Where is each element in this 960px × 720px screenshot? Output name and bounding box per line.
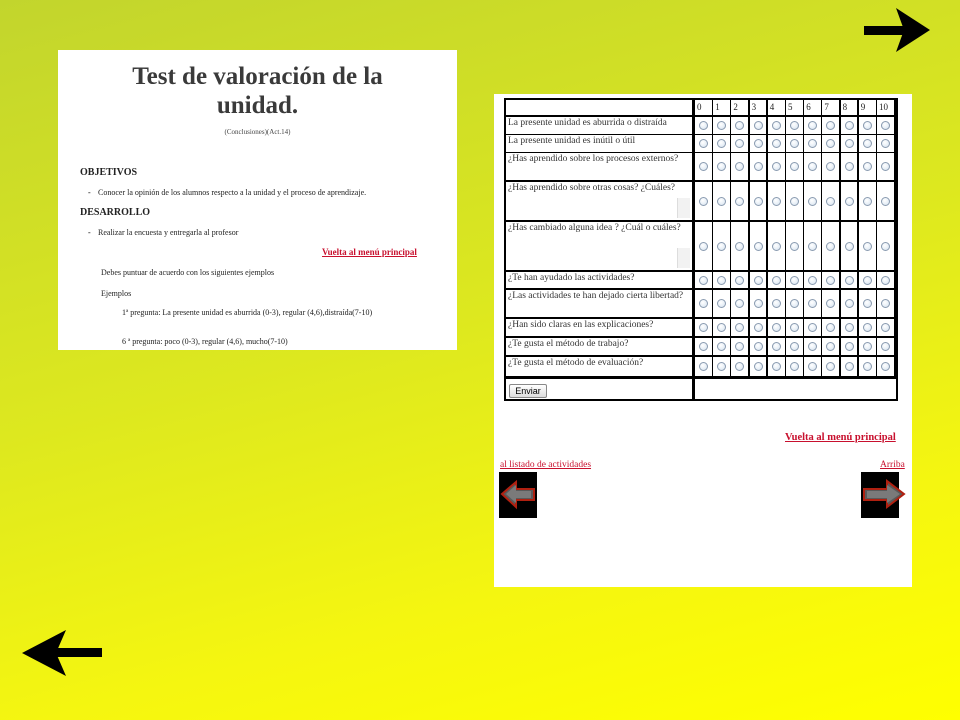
rating-radio[interactable] — [772, 299, 781, 308]
header-question-cell — [506, 100, 692, 115]
scale-cell — [804, 222, 821, 270]
scale-cell — [841, 135, 858, 152]
rating-radio[interactable] — [845, 342, 854, 351]
rating-radio[interactable] — [754, 242, 763, 251]
scale-cell — [859, 290, 876, 317]
scale-cell — [695, 319, 712, 336]
scale-cell — [695, 272, 712, 288]
scale-cell — [768, 338, 785, 355]
rating-radio[interactable] — [881, 323, 890, 332]
scale-cell — [822, 290, 839, 317]
rating-radio[interactable] — [863, 342, 872, 351]
scale-cell — [768, 357, 785, 376]
bullet-dash-icon: - — [88, 188, 91, 197]
scale-cell — [750, 272, 767, 288]
rating-radio[interactable] — [863, 139, 872, 148]
scale-cell — [786, 182, 803, 220]
rating-radio[interactable] — [845, 162, 854, 171]
scale-cell — [750, 135, 767, 152]
rating-radio[interactable] — [845, 121, 854, 130]
scale-cell — [731, 222, 748, 270]
scale-cell — [822, 319, 839, 336]
rating-radio[interactable] — [754, 323, 763, 332]
rating-radio[interactable] — [735, 299, 744, 308]
rating-radio[interactable] — [735, 162, 744, 171]
rating-radio[interactable] — [826, 242, 835, 251]
scale-cell — [786, 222, 803, 270]
scale-cell — [859, 117, 876, 134]
scale-cell — [822, 272, 839, 288]
objective-item — [88, 188, 366, 197]
scale-cell — [750, 357, 767, 376]
rating-radio[interactable] — [735, 121, 744, 130]
rating-radio[interactable] — [735, 197, 744, 206]
scale-header-cell: 9 — [859, 100, 876, 115]
scale-cell — [713, 272, 730, 288]
rating-radio[interactable] — [808, 323, 817, 332]
activities-list-link[interactable]: al listado de actividades — [500, 460, 592, 470]
rating-radio[interactable] — [699, 342, 708, 351]
question-cell: ¿Te han ayudado las actividades? — [506, 272, 692, 288]
scale-cell — [695, 135, 712, 152]
rating-radio[interactable] — [863, 197, 872, 206]
scale-cell — [859, 135, 876, 152]
rating-radio[interactable] — [772, 242, 781, 251]
rating-radio[interactable] — [881, 162, 890, 171]
scale-cell — [859, 182, 876, 220]
rating-radio[interactable] — [772, 162, 781, 171]
scale-cell — [713, 135, 730, 152]
rating-radio[interactable] — [717, 121, 726, 130]
scale-cell — [695, 153, 712, 180]
rating-radio[interactable] — [826, 197, 835, 206]
instructions-text: Debes puntuar de acuerdo con los siguientes ejemplos — [101, 268, 275, 277]
submit-button[interactable]: Enviar — [509, 384, 547, 398]
scale-cell — [804, 117, 821, 134]
rating-radio[interactable] — [863, 162, 872, 171]
rating-radio[interactable] — [881, 121, 890, 130]
example-1-text: 1ª pregunta: La presente unidad es aburrida (0-3), regular (4,6),distraída(7-10) — [122, 308, 373, 317]
scale-cell — [768, 272, 785, 288]
scale-cell — [822, 117, 839, 134]
rating-radio[interactable] — [772, 197, 781, 206]
rating-radio[interactable] — [808, 362, 817, 371]
rating-radio[interactable] — [808, 242, 817, 251]
answer-textarea-scrollbar[interactable] — [677, 248, 690, 268]
scale-header-cell: 3 — [750, 100, 767, 115]
scale-cell — [859, 357, 876, 376]
rating-radio[interactable] — [845, 242, 854, 251]
rating-radio[interactable] — [754, 342, 763, 351]
rating-radio[interactable] — [826, 342, 835, 351]
scale-header-cell: 2 — [731, 100, 748, 115]
bullet-dash-icon: - — [88, 228, 91, 237]
scale-cell — [877, 117, 894, 134]
rating-radio[interactable] — [790, 323, 799, 332]
rating-radio[interactable] — [808, 121, 817, 130]
scale-cell — [822, 222, 839, 270]
rating-radio[interactable] — [717, 197, 726, 206]
scale-cell — [731, 357, 748, 376]
rating-radio[interactable] — [772, 121, 781, 130]
main-menu-link[interactable]: Vuelta al menú principal — [322, 247, 417, 257]
rating-radio[interactable] — [845, 362, 854, 371]
scale-cell — [841, 290, 858, 317]
scale-cell — [713, 222, 730, 270]
survey-form-panel — [494, 94, 912, 587]
document-title — [58, 62, 457, 120]
scale-cell — [750, 182, 767, 220]
rating-radio[interactable] — [699, 121, 708, 130]
scale-cell — [731, 290, 748, 317]
scale-cell — [713, 182, 730, 220]
scale-header-cell: 6 — [804, 100, 821, 115]
document-title-line-1: Test de valoración de la — [132, 63, 383, 90]
scale-cell — [841, 272, 858, 288]
rating-radio[interactable] — [863, 299, 872, 308]
scale-header-cell: 7 — [822, 100, 839, 115]
rating-radio[interactable] — [826, 299, 835, 308]
scale-cell — [822, 338, 839, 355]
scale-cell — [877, 357, 894, 376]
rating-radio[interactable] — [790, 299, 799, 308]
rating-radio[interactable] — [772, 276, 781, 285]
rating-radio[interactable] — [772, 342, 781, 351]
scale-cell — [786, 319, 803, 336]
scale-header-cell: 8 — [841, 100, 858, 115]
rating-radio[interactable] — [754, 362, 763, 371]
scale-cell — [768, 319, 785, 336]
document-subtitle: (Conclusiones)(Act.14) — [224, 128, 291, 136]
rating-radio[interactable] — [735, 342, 744, 351]
question-cell: ¿Han sido claras en las explicaciones? — [506, 319, 692, 336]
scale-cell — [859, 153, 876, 180]
rating-radio[interactable] — [754, 299, 763, 308]
scale-cell — [822, 153, 839, 180]
rating-radio[interactable] — [881, 197, 890, 206]
scale-cell — [877, 153, 894, 180]
rating-radio[interactable] — [881, 242, 890, 251]
scale-cell — [731, 117, 748, 134]
scale-cell — [750, 153, 767, 180]
scale-cell — [750, 117, 767, 134]
rating-radio[interactable] — [772, 323, 781, 332]
scale-cell — [731, 338, 748, 355]
rating-radio[interactable] — [863, 276, 872, 285]
next-slide-arrow-icon[interactable] — [862, 6, 932, 54]
rating-radio[interactable] — [772, 362, 781, 371]
rating-radio[interactable] — [735, 242, 744, 251]
scale-cell — [713, 117, 730, 134]
scale-cell — [768, 222, 785, 270]
rating-radio[interactable] — [717, 323, 726, 332]
survey-table — [504, 98, 898, 401]
rating-radio[interactable] — [735, 362, 744, 371]
scale-cell — [841, 357, 858, 376]
rating-radio[interactable] — [717, 342, 726, 351]
scale-cell — [750, 319, 767, 336]
rating-radio[interactable] — [808, 197, 817, 206]
scale-cell — [786, 117, 803, 134]
scale-cell — [822, 135, 839, 152]
scale-cell — [877, 222, 894, 270]
survey-grid — [504, 98, 898, 401]
development-text: Realizar la encuesta y entregarla al profesor — [98, 228, 239, 237]
rating-radio[interactable] — [699, 242, 708, 251]
scale-cell — [841, 222, 858, 270]
examples-label: Ejemplos — [101, 289, 132, 298]
scale-cell — [786, 135, 803, 152]
scale-cell — [859, 338, 876, 355]
left-arrow-button-icon — [499, 472, 537, 518]
objectives-heading: OBJETIVOS — [80, 167, 138, 178]
scale-cell — [731, 153, 748, 180]
scale-cell — [877, 135, 894, 152]
rating-radio[interactable] — [735, 323, 744, 332]
submit-row-filler — [695, 379, 896, 399]
rating-radio[interactable] — [826, 121, 835, 130]
scale-cell — [786, 338, 803, 355]
scale-cell — [804, 290, 821, 317]
scale-cell — [786, 290, 803, 317]
rating-radio[interactable] — [754, 162, 763, 171]
scale-header-cell: 5 — [786, 100, 803, 115]
rating-radio[interactable] — [717, 362, 726, 371]
document-title-line-2: unidad. — [216, 92, 299, 119]
scale-cell — [731, 182, 748, 220]
scale-cell — [768, 153, 785, 180]
next-page-button[interactable] — [861, 472, 899, 518]
right-arrow-button-icon — [861, 472, 907, 518]
rating-radio[interactable] — [881, 299, 890, 308]
rating-radio[interactable] — [845, 276, 854, 285]
rating-radio[interactable] — [881, 276, 890, 285]
rating-radio[interactable] — [826, 162, 835, 171]
scale-cell — [713, 338, 730, 355]
rating-radio[interactable] — [845, 197, 854, 206]
rating-radio[interactable] — [790, 276, 799, 285]
scale-cell — [804, 135, 821, 152]
rating-radio[interactable] — [863, 121, 872, 130]
rating-radio[interactable] — [717, 162, 726, 171]
scale-cell — [841, 338, 858, 355]
rating-radio[interactable] — [790, 121, 799, 130]
rating-radio[interactable] — [808, 276, 817, 285]
objective-text: Conocer la opinión de los alumnos respecto a la unidad y el proceso de aprendizaje. — [98, 188, 367, 197]
scale-cell — [786, 272, 803, 288]
rating-radio[interactable] — [717, 242, 726, 251]
question-cell: La presente unidad es aburrida o distraída — [506, 117, 692, 134]
scale-header-cell: 1 — [713, 100, 730, 115]
rating-radio[interactable] — [863, 323, 872, 332]
scale-cell — [804, 319, 821, 336]
question-cell: ¿Has aprendido sobre otras cosas? ¿Cuáles? — [506, 182, 692, 220]
rating-radio[interactable] — [772, 139, 781, 148]
scale-cell — [768, 182, 785, 220]
rating-radio[interactable] — [699, 323, 708, 332]
scale-cell — [877, 290, 894, 317]
rating-radio[interactable] — [790, 242, 799, 251]
rating-radio[interactable] — [717, 299, 726, 308]
question-cell: ¿Has aprendido sobre los procesos externos? — [506, 153, 692, 180]
rating-radio[interactable] — [699, 362, 708, 371]
scale-cell — [841, 153, 858, 180]
question-cell: ¿Las actividades te han dejado cierta libertad? — [506, 290, 692, 317]
scale-cell — [877, 319, 894, 336]
rating-radio[interactable] — [881, 342, 890, 351]
scale-cell — [695, 222, 712, 270]
scale-cell — [786, 357, 803, 376]
rating-radio[interactable] — [754, 121, 763, 130]
scale-cell — [695, 338, 712, 355]
rating-radio[interactable] — [826, 323, 835, 332]
rating-radio[interactable] — [754, 197, 763, 206]
scale-cell — [804, 338, 821, 355]
scale-cell — [713, 319, 730, 336]
scale-cell — [768, 117, 785, 134]
scale-cell — [750, 222, 767, 270]
scale-cell — [841, 182, 858, 220]
scale-cell — [768, 135, 785, 152]
scale-header-cell: 4 — [768, 100, 785, 115]
scale-cell — [804, 272, 821, 288]
scale-cell — [695, 117, 712, 134]
previous-page-button[interactable] — [499, 472, 537, 518]
rating-radio[interactable] — [699, 276, 708, 285]
scale-cell — [750, 290, 767, 317]
rating-radio[interactable] — [845, 139, 854, 148]
rating-radio[interactable] — [754, 139, 763, 148]
scale-cell — [859, 272, 876, 288]
rating-radio[interactable] — [699, 139, 708, 148]
scale-cell — [841, 117, 858, 134]
rating-radio[interactable] — [699, 299, 708, 308]
scale-cell — [731, 272, 748, 288]
answer-textarea-scrollbar[interactable] — [677, 198, 690, 218]
question-cell: ¿Te gusta el método de trabajo? — [506, 338, 692, 355]
scale-cell — [804, 357, 821, 376]
rating-radio[interactable] — [845, 323, 854, 332]
rating-radio[interactable] — [826, 276, 835, 285]
rating-radio[interactable] — [826, 362, 835, 371]
scale-header-cell: 10 — [877, 100, 894, 115]
activity-document-panel — [58, 50, 457, 350]
rating-radio[interactable] — [863, 242, 872, 251]
scale-cell — [713, 290, 730, 317]
scale-cell — [695, 182, 712, 220]
scale-cell — [731, 135, 748, 152]
rating-radio[interactable] — [826, 139, 835, 148]
scale-cell — [841, 319, 858, 336]
scale-cell — [731, 319, 748, 336]
scale-cell — [822, 182, 839, 220]
rating-radio[interactable] — [790, 197, 799, 206]
rating-radio[interactable] — [735, 276, 744, 285]
rating-radio[interactable] — [790, 342, 799, 351]
rating-radio[interactable] — [881, 139, 890, 148]
scale-cell — [786, 153, 803, 180]
development-item — [88, 228, 238, 237]
rating-radio[interactable] — [754, 276, 763, 285]
question-cell: ¿Te gusta el método de evaluación? — [506, 357, 692, 376]
rating-radio[interactable] — [790, 362, 799, 371]
rating-radio[interactable] — [790, 162, 799, 171]
scale-cell — [768, 290, 785, 317]
scale-cell — [859, 319, 876, 336]
rating-radio[interactable] — [699, 197, 708, 206]
scale-cell — [695, 290, 712, 317]
rating-radio[interactable] — [735, 139, 744, 148]
scale-cell — [822, 357, 839, 376]
rating-radio[interactable] — [808, 299, 817, 308]
scale-cell — [713, 357, 730, 376]
scale-cell — [804, 182, 821, 220]
scale-cell — [713, 153, 730, 180]
rating-radio[interactable] — [881, 362, 890, 371]
rating-radio[interactable] — [808, 139, 817, 148]
development-heading: DESARROLLO — [80, 207, 151, 218]
rating-radio[interactable] — [808, 162, 817, 171]
scale-header-cell: 0 — [695, 100, 712, 115]
question-cell: ¿Has cambiado alguna idea ? ¿Cuál o cuáles? — [506, 222, 692, 270]
example-2-text: 6 ª pregunta: poco (0-3), regular (4,6), mucho(7-10) — [122, 337, 288, 346]
rating-radio[interactable] — [863, 362, 872, 371]
rating-radio[interactable] — [717, 139, 726, 148]
scale-cell — [877, 338, 894, 355]
scale-cell — [859, 222, 876, 270]
scale-cell — [877, 182, 894, 220]
rating-radio[interactable] — [699, 162, 708, 171]
scale-cell — [877, 272, 894, 288]
back-to-top-link[interactable]: Arriba — [880, 460, 905, 470]
main-menu-link-bottom[interactable]: Vuelta al menú principal — [785, 432, 896, 443]
rating-radio[interactable] — [717, 276, 726, 285]
rating-radio[interactable] — [808, 342, 817, 351]
scale-cell — [750, 338, 767, 355]
question-cell: La presente unidad es inútil o útil — [506, 135, 692, 152]
rating-radio[interactable] — [845, 299, 854, 308]
previous-slide-arrow-icon[interactable] — [20, 628, 104, 678]
scale-cell — [804, 153, 821, 180]
scale-cell — [695, 357, 712, 376]
rating-radio[interactable] — [790, 139, 799, 148]
